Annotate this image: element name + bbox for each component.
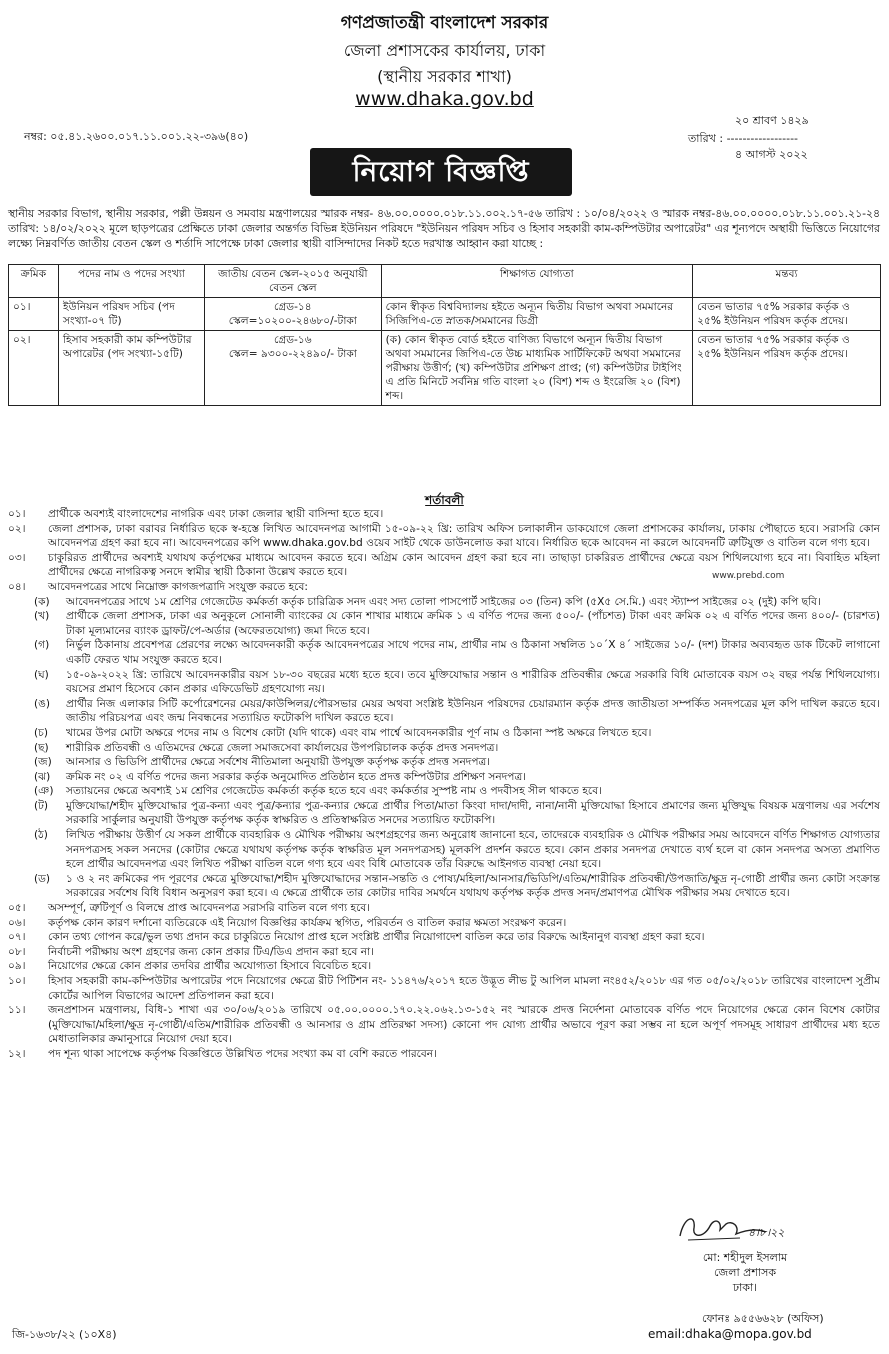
sub-item-number: (ঝ): [34, 770, 51, 783]
sub-item-text: সত্যায়নের ক্ষেত্রে অবশ্যই ১ম শ্রেণির গেজেটেড কর্মকর্তা কর্তৃক হতে হবে এবং কর্মকর্তার সুস্পষ্ট নাম ও পদবীসহ সীল থাকতে হবে।: [66, 785, 602, 798]
col-post: পদের নাম ও পদের সংখ্যা: [59, 265, 205, 298]
office-email[interactable]: email:dhaka@mopa.gov.bd: [648, 1327, 812, 1341]
list-item: [8, 580, 880, 595]
list-item: [8, 959, 880, 974]
sub-item: [8, 828, 880, 872]
footer-reference: জি-১৬৩৮/২২ (১০X৪): [12, 1328, 117, 1341]
signatory-block: [680, 1250, 810, 1295]
branch-title: (স্থানীয় সরকার শাখা): [377, 67, 512, 86]
sub-item-number: (ঞ): [34, 785, 54, 798]
sub-item-text: আনসার ও ভিডিপি প্রার্থীদের ক্ষেত্রে সর্বশেষ নীতিমালা অনুযায়ী উপযুক্ত কর্তৃপক্ষ কর্তৃক প্রদত্ত সনদপত্র।: [66, 756, 491, 769]
sub-item: [8, 697, 880, 726]
item-text: আবেদনপত্রের সাথে নিম্নোক্ত কাগজপত্রাদি সংযুক্ত করতে হবে:: [48, 580, 308, 593]
sub-item-text: প্রার্থীকে জেলা প্রশাসক, ঢাকা এর অনুকূলে সোনালী ব্যাংকের যে কোন শাখার মাধ্যমে ক্রমিক ১ এ বর্ণিত পদের জন্য ৫০০/- (পাঁচশত) টাকা এবং ক্রমিক ০২ এ বর্ণিত পদের জন্য ৪০০/- (চারশত) টাকা মূল্যমানের ব্যাংক ড্রাফট/পে-অর্ডার (অফেরতযোগ্য) জমা দিতে হবে।: [66, 610, 880, 637]
table-row: [9, 298, 881, 331]
row-scale-amount: স্কেল=১০২০০-২৪৬৮০/-টাকা: [228, 315, 357, 327]
sub-item-number: (জ): [34, 756, 52, 769]
item-text: পদ শূন্য থাকা সাপেক্ষে কর্তৃপক্ষ বিজ্ঞপ্তিতে উল্লিখিত পদের সংখ্যা কম বা বেশি করতে পারবেন।: [48, 1047, 437, 1060]
sub-item-number: (গ): [34, 639, 50, 652]
website-link[interactable]: www.dhaka.gov.bd: [355, 88, 534, 110]
sub-item-number: (ঠ): [34, 829, 48, 842]
list-item: [8, 974, 880, 1003]
item-text: অসম্পূর্ণ, ত্রুটিপূর্ণ ও বিলম্বে প্রাপ্ত আবেদনপত্র সরাসরি বাতিল বলে গণ্য হবে।: [48, 902, 371, 915]
signatory-designation: জেলা প্রশাসক: [713, 1266, 777, 1279]
item-number: ০৫।: [8, 902, 26, 915]
item-text: জনপ্রশাসন মন্ত্রণালয়, বিধি-১ শাখা এর ৩০/০৬/২০১৯ তারিখে ০৫.০০.০০০০.১৭০.২২.০৬২.১৩-১৫২ নং স্মারকে প্রদত্ত নির্দেশনা মোতাবেক বর্ণিত পদে নিয়োগের ক্ষেত্রে কোন বিশেষ কোটার (মুক্তিযোদ্ধা/মহিলা/ক্ষুদ্র নৃ-গোষ্ঠী/এতিম/শারীরিক প্রতিবন্ধী ও আনসার ও গ্রাম প্রতিরক্ষা সদস্য) কোনো পদ যোগ্য প্রার্থীর অভাবে পূরণ করা সম্ভব না হলে অপূর্ণ পদসমূহ সাধারণ প্রার্থীদের মধ্য হতে মেধাতালিকার ক্রমানুসারে নিয়োগ দেয়া হবে।: [48, 1004, 880, 1046]
sub-item-number: (ট): [34, 799, 49, 812]
item-text: নির্বাচনী পরীক্ষায় অংশ গ্রহণের জন্য কোন প্রকার টিএ/ডিএ প্রদান করা হবে না।: [48, 945, 374, 958]
item-number: ১২।: [8, 1047, 26, 1060]
sub-item-number: (খ): [34, 610, 50, 623]
col-education: শিক্ষাগত যোগ্যতা: [381, 265, 692, 298]
row-grade: গ্রেড-১৬: [274, 334, 312, 346]
posts-table: [8, 264, 881, 406]
item-number: ০৭।: [8, 931, 26, 944]
sub-item-text: ১৫-০৯-২০২২ খ্রি: তারিখে আবেদনকারীর বয়স ১৮-৩০ বছরের মধ্যে হতে হবে। তবে মুক্তিযোদ্ধার সন্তান ও শারীরিক প্রতিবন্ধীর ক্ষেত্রে সরকারি বিধি মোতাবেক বয়স ৩২ বছর পর্যন্ত শিথিলযোগ্য। বয়সের প্রমাণ হিসেবে কোন প্রকার এফিডেভিট গ্রহণযোগ্য নয়।: [66, 668, 880, 696]
row-scale: [205, 331, 382, 406]
sub-item-text: নির্ভুল ঠিকানায় প্রবেশপত্র প্রেরণের লক্ষ্যে আবেদনকারী কর্তৃক আবেদনপত্রের সাথে পদের নাম, প্রার্থীর নাম ও ঠিকানা সম্বলিত ১০´X ৪´ সাইজের ১০/- (দশ) টাকার অব্যবহৃত ডাক টিকেট লাগানো একটি ফেরত খাম সংযুক্ত করতে হবে।: [66, 639, 880, 666]
row-post: হিসাব সহকারী কাম কম্পিউটার অপারেটর (পদ সংখ্যা-১৫টি): [59, 331, 205, 406]
list-item: [8, 507, 880, 522]
item-number: ১০।: [8, 975, 26, 987]
sub-item-number: (চ): [34, 726, 48, 739]
item-number: ১১।: [8, 1004, 26, 1017]
row-scale: [205, 298, 382, 331]
signature-date: ৪।৮।২২: [748, 1226, 785, 1239]
row-grade: গ্রেড-১৪: [274, 301, 312, 313]
row-remark: বেতন ভাতার ৭৫% সরকার কর্তৃক ও ২৫% ইউনিয়ন পরিষদ কর্তৃক প্রদেয়।: [693, 298, 881, 331]
sub-item: [8, 726, 880, 741]
sub-item-number: (ড): [34, 872, 51, 885]
sub-item-text: ক্রমিক নং ০২ এ বর্ণিত পদের জন্য সরকার কর্তৃক অনুমোদিত প্রতিষ্ঠান হতে প্রদত্ত কম্পিউটার প্রশিক্ষণ সনদপত্র।: [66, 770, 527, 783]
table-header-row: [9, 265, 881, 298]
item-number: ০৬।: [8, 916, 26, 929]
sub-item-text: আবেদনপত্রের সাথে ১ম শ্রেণির গেজেটেড কর্মকর্তা কর্তৃক চারিত্রিক সনদ এবং সদ্য তোলা পাসপোর্ট সাইজের ০৩ (তিন) কপি (৫X৫ সে.মি.) এবং স্ট্যাম্প সাইজের ০২ (দুই) কপি ছবি।: [66, 595, 821, 608]
sub-item: [8, 595, 880, 610]
item-number: ০২।: [8, 522, 26, 535]
watermark: www.prebd.com: [712, 571, 785, 581]
date-bangla: ২০ শ্রাবণ ১৪২৯: [735, 114, 809, 127]
sub-item: [8, 741, 880, 756]
sub-item-number: (ঘ): [34, 668, 49, 681]
date-english: ৪ আগস্ট ২০২২: [735, 148, 808, 161]
conditions-list: [8, 507, 880, 1062]
item-number: ০৩।: [8, 551, 26, 564]
notice-banner: নিয়োগ বিজ্ঞপ্তি: [310, 148, 572, 196]
item-number: ০১।: [8, 508, 26, 520]
conditions-title: শর্তাবলী: [425, 493, 464, 507]
row-scale-amount: স্কেল= ৯৩০০-২২৪৯০/- টাকা: [228, 348, 357, 360]
row-remark: বেতন ভাতার ৭৫% সরকার কর্তৃক ও ২৫% ইউনিয়ন পরিষদ কর্তৃক প্রদেয়।: [693, 331, 881, 406]
item-text: নিয়োগের ক্ষেত্রে কোন প্রকার তদবির প্রার্থীর অযোগ্যতা হিসাবে বিবেচিত হবে।: [48, 960, 372, 973]
sub-item-text: প্রার্থীর নিজ এলাকার সিটি কর্পোরেশনের মেয়র/কাউন্সিলর/পৌরসভার মেয়র অথবা সংশ্লিষ্ট ইউনিয়ন পরিষদের চেয়ারম্যান কর্তৃক প্রদত্ত জাতীয়তা সম্পর্কিত সনদপত্রের মূল কপি দাখিল করতে হবে। জাতীয় পরিচয়পত্র এবং জন্ম নিবন্ধনের সত্যায়িত ফটোকপি দাখিল করতে হবে।: [66, 697, 880, 725]
sub-item-number: (ক): [34, 595, 50, 608]
item-text: কোন তথ্য গোপন করে/ভুল তথ্য প্রদান করে চাকুরিতে নিয়োগ প্রাপ্ত হলে সংশ্লিষ্ট প্রার্থীর নিয়োগাদেশ বাতিল করে তার বিরুদ্ধে আইনানুগ ব্যবস্থা গ্রহণ করা হবে।: [48, 931, 705, 944]
signatory-name: মো: শহীদুল ইসলাম: [702, 1251, 788, 1264]
row-post: ইউনিয়ন পরিষদ সচিব (পদ সংখ্যা-০৭ টি): [59, 298, 205, 331]
row-serial: ০১।: [9, 298, 59, 331]
list-item: [8, 1047, 880, 1062]
list-item: [8, 930, 880, 945]
sub-item: [8, 638, 880, 667]
row-education: কোন স্বীকৃত বিশ্ববিদ্যালয় হইতে অন্যূন দ্বিতীয় বিভাগ অথবা সমমানের সিজিপিএ-তে স্নাতক/সমমানের ডিগ্রী: [381, 298, 692, 331]
intro-paragraph: স্থানীয় সরকার বিভাগ, স্থানীয় সরকার, পল্লী উন্নয়ন ও সমবায় মন্ত্রণালয়ের স্মারক নম্বর- ৪৬.০০.০০০০.০১৮.১১.০০২.১৭-৫৬ তারিখ : ১০/০৪/২০২২ ও স্মারক নম্বর-৪৬.০০.০০০০.০১৮.১১.০০১.২১-২৪ তারিখ: ১৪/০২/২০২২ মূলে ছাড়পত্রের প্রেক্ষিতে ঢাকা জেলার অন্তর্গত বিভিন্ন ইউনিয়ন পরিষদে "ইউনিয়ন পরিষদ সচিব ও হিসাব সহকারী কাম-কম্পিউটার অপারেটর" এর শূন্যপদে অস্থায়ী ভিত্তিতে নিয়োগের লক্ষ্যে নিম্নবর্ণিত জাতীয় বেতন স্কেল ও শর্তাদি সাপেক্ষে ঢাকা জেলার স্থায়ী বাসিন্দাদের নিকট হতে দরখাস্ত আহ্বান করা যাচ্ছে :: [8, 207, 880, 250]
row-education: (ক) কোন স্বীকৃত বোর্ড হইতে বাণিজ্য বিভাগে অন্যূন দ্বিতীয় বিভাগ অথবা সমমানের জিপিএ-তে উচ্চ মাধ্যমিক সার্টিফিকেট অথবা সমমানের পরীক্ষায় উত্তীর্ণ; (খ) কম্পিউটার প্রশিক্ষণ প্রাপ্ত; (গ) কম্পিউটার টাইপিং এ প্রতি মিনিটে সর্বনিম্ন গতি বাংলা ২০ (বিশ) শব্দ ও ইংরেজি ২০ (বিশ) শব্দ।: [381, 331, 692, 406]
sub-item: [8, 668, 880, 697]
table-row: [9, 331, 881, 406]
row-serial: ০২।: [9, 331, 59, 406]
list-item: [8, 901, 880, 916]
list-item: [8, 945, 880, 960]
item-number: ০৮।: [8, 945, 26, 958]
sub-item-text: ১ ও ২ নং ক্রমিকের পদ পূরণের ক্ষেত্রে মুক্তিযোদ্ধা/শহীদ মুক্তিযোদ্ধাদের সন্তান-সন্ততি ও পোষ্য/মহিলা/আনসার/ভিডিপি/এতিম/শারীরিক প্রতিবন্ধী/উপজাতি/ক্ষুদ্র নৃ-গোষ্ঠী প্রার্থীর জন্য কোটা সংক্রান্ত সরকারের সর্বশেষ বিধি বিধান অনুসরণ করা হবে। এ ক্ষেত্রে প্রার্থীকে তার কোটার দাবির সমর্থনে যথাযথ কর্তৃপক্ষ কর্তৃক প্রদত্ত সনদ/প্রমাণপত্র মৌখিক পরীক্ষার সময় দেখাতে হবে।: [66, 872, 880, 900]
office-phone: ফোনঃ ৯৫৫৬৬২৮ (অফিস): [702, 1312, 824, 1325]
sub-item: [8, 784, 880, 799]
sub-item: [8, 872, 880, 901]
col-remark: মন্তব্য: [693, 265, 881, 298]
sub-item-number: (ঙ): [34, 697, 51, 710]
item-text: জেলা প্রশাসক, ঢাকা বরাবর নির্ধারিত ছকে স্ব-হস্তে লিখিত আবেদনপত্র আগামী ১৫-০৯-২২ খ্রি: তারিখ অফিস চলাকালীন ডাকযোগে জেলা প্রশাসকের কার্যালয়, ঢাকায় পৌছাতে হবে। সরাসরি কোন আবেদনপত্র গ্রহণ করা হবে না। আবেদনপত্রের কপি www.dhaka.gov.bd ওয়েব সাইট থেকে ডাউনলোড করা যাবে। নির্ধারিত ছকে আবেদন না করলে আবেদনটি ত্রুটিযুক্ত ও বাতিল বলে গণ্য হবে।: [48, 522, 880, 550]
sub-item: [8, 755, 880, 770]
item-number: ০৯।: [8, 960, 26, 973]
sub-item: [8, 609, 880, 638]
list-item: [8, 916, 880, 931]
date-label: তারিখ : ------------------: [688, 132, 799, 145]
item-text: কর্তৃপক্ষ কোন কারণ দর্শানো ব্যতিরেকে এই নিয়োগ বিজ্ঞপ্তির কার্যক্রম স্থগিত, পরিবর্তন ও বাতিল করার ক্ষমতা সংরক্ষণ করেন।: [48, 916, 567, 929]
sub-item-number: (ছ): [34, 741, 49, 754]
sub-item: [8, 770, 880, 785]
list-item: [8, 1003, 880, 1047]
col-serial: ক্রমিক: [9, 265, 59, 298]
col-scale: জাতীয় বেতন স্কেল-২০১৫ অনুযায়ী বেতন স্কেল: [205, 265, 382, 298]
memo-number: নম্বর: ০৫.৪১.২৬০০.০১৭.১১.০০১.২২-৩৯৬(৪০): [24, 130, 249, 143]
office-title: জেলা প্রশাসকের কার্যালয়, ঢাকা: [343, 41, 546, 60]
sub-item: [8, 799, 880, 828]
sub-item-text: শারীরিক প্রতিবন্ধী ও এতিমদের ক্ষেত্রে জেলা সমাজসেবা কার্যালয়ের উপপরিচালক কর্তৃক প্রদত্ত সনদপত্র।: [66, 741, 499, 754]
govt-title: গণপ্রজাতন্ত্রী বাংলাদেশ সরকার: [340, 13, 549, 33]
sub-item-text: মুক্তিযোদ্ধা/শহীদ মুক্তিযোদ্ধার পুত্র-কন্যা এবং পুত্র/কন্যার পুত্র-কন্যার ক্ষেত্রে প্রার্থীর পিতা/মাতা কিংবা দাদা/দাদী, নানা/নানী মুক্তিযোদ্ধা হিসাবে প্রমাণের জন্য মুক্তিযুদ্ধ বিষয়ক মন্ত্রণালয় এর সর্বশেষ সরকারি সার্কুলার অনুযায়ী উপযুক্ত কর্তৃপক্ষ কর্তৃক স্বাক্ষরিত ও প্রতিস্বাক্ষরিত সনদের সত্যায়িত ফটোকপি।: [66, 799, 880, 827]
sub-item-text: লিখিত পরীক্ষায় উত্তীর্ণ যে সকল প্রার্থীকে ব্যবহারিক ও মৌখিক পরীক্ষায় অংশগ্রহণের জন্য অনুরোধ জানানো হবে, তাদেরকে ব্যবহারিক ও মৌখিক পরীক্ষার সময় আবেদনে বর্ণিত শিক্ষাগত যোগ্যতার সনদপত্রসহ সকল সনদের (কোটার ক্ষেত্রে যথাযথ কর্তৃপক্ষ কর্তৃক স্বাক্ষরিত মূল সনদপত্রসহ) মূলকপি প্রদর্শন করতে হবে। কোন প্রকার সনদপত্র দেখাতে ব্যর্থ হলে বা কোন সনদপত্র অসত্য প্রমাণিত হলে প্রার্থীর আবেদনপত্র এবং লিখিত পরীক্ষা বাতিল বলে গণ্য হবে এবং বিধি মোতাবেক তাঁর বিরুদ্ধে আইনগত ব্যবস্থা নেয়া হবে।: [66, 829, 880, 871]
sub-item-text: খামের উপর মোটা অক্ষরে পদের নাম ও বিশেষ কোটা (যদি থাকে) এবং বাম পার্শ্বে আবেদনকারীর পূর্ণ নাম ও ঠিকানা স্পষ্ট অক্ষরে লিখতে হবে।: [66, 726, 652, 739]
list-item: [8, 522, 880, 551]
item-text: চাকুরিরত প্রার্থীদের অবশ্যই যথাযথ কর্তৃপক্ষের মাধ্যমে আবেদন করতে হবে। অগ্রিম কোন আবেদন গ্রহণ করা হবে না। তাছাড়া চাকরিরত প্রার্থীদের ক্ষেত্রে বয়স শিথিলযোগ্য হবে না। বিবাহিত মহিলা প্রার্থীদের ক্ষেত্রে নাগরিকত্ব সনদে স্বামীর স্থায়ী ঠিকানা উল্লেখ করতে হবে।: [48, 551, 880, 579]
item-number: ০৪।: [8, 580, 26, 593]
item-text: হিসাব সহকারী কাম-কম্পিউটার অপারেটর পদে নিয়োগের ক্ষেত্রে রীট পিটিশন নং- ১১৪৭৬/২০১৭ হতে উদ্ভূত লীভ টু আপিল মামলা নং৪৫২/২০১৮ এর গত ০৫/০২/২০১৮ তারিখের বাংলাদেশ সুপ্রীম কোর্টের আপিল বিভাগের আদেশ প্রতিপালন করা হবে।: [48, 975, 880, 1002]
item-text: প্রার্থীকে অবশ্যই বাংলাদেশের নাগরিক এবং ঢাকা জেলার স্থায়ী বাসিন্দা হতে হবে।: [48, 508, 384, 520]
signatory-place: ঢাকা।: [732, 1281, 758, 1294]
